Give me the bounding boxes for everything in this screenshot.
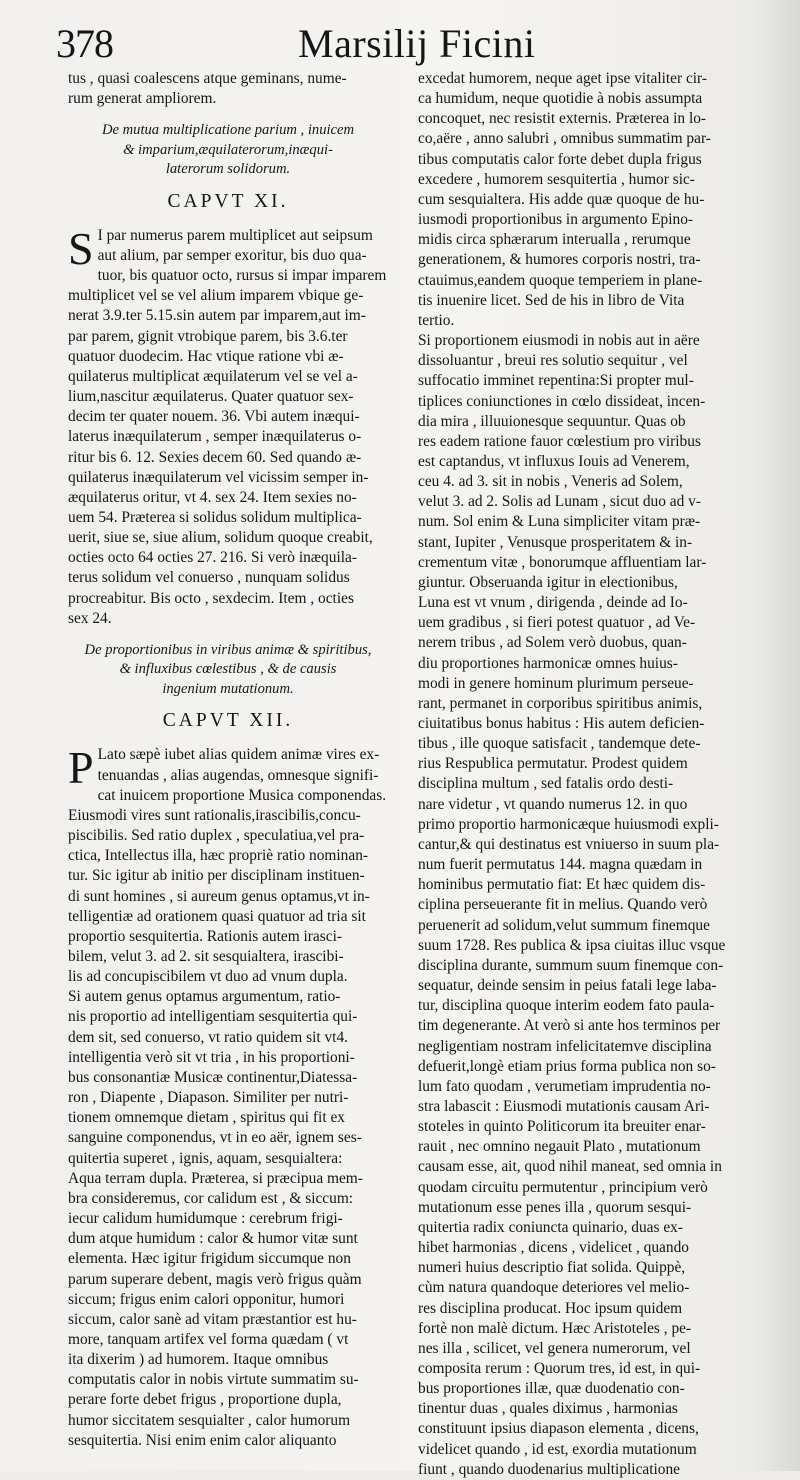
text-line: lium,nascitur æquilaterus. Quater quatuor sex- (68, 388, 354, 406)
text-line: disciplina multum , sed fatalis ordo desti- (418, 775, 674, 793)
text-line: num fuerit permutatus 144. magna quædam in (418, 856, 703, 874)
text-line: lum fato quodam , verumetiam imprudentia no- (418, 1077, 711, 1095)
text-line: fortè non malè dictum. Hæc Aristoteles , pe- (418, 1319, 692, 1337)
text-line: tus , quasi coalescens atque geminans, nume- (68, 70, 347, 87)
text-line: telligentiæ ad orationem quasi quatuor ad tria sit (68, 907, 366, 925)
chapter-xii-body (68, 742, 388, 1450)
text-line: diu proportiones harmonicæ omnes huius- (418, 654, 678, 672)
text-line: Si autem genus optamus argumentum, ratio- (68, 988, 341, 1006)
text-line: generationem, & humores corporis nostri, tra- (418, 251, 701, 269)
text-line: par parem, gignit vtrobique parem, bis 3.6.ter (68, 327, 348, 345)
text-line: Luna est vt vnum , dirigenda , deinde ad Io- (418, 594, 688, 612)
text-line: & influxibus cœlestibus , & de causis (119, 661, 337, 678)
text-line: co,aëre , anno salubri , omnibus summatim par- (418, 130, 711, 148)
text-line: Aqua terram dupla. Præterea, si præcipua mem- (68, 1169, 363, 1187)
text-line: ingenium mutationum. (162, 680, 294, 697)
text-line: stra labascit : Eiusmodi mutationis causam Ari- (418, 1097, 710, 1115)
text-line: tibus computatis calor forte debet dupla frigus (418, 150, 702, 168)
left-text-column (68, 69, 388, 1451)
text-line: Eiusmodi vires sunt rationalis,irascibilis,concu- (68, 806, 361, 824)
text-line: rant, permanet in corporibus spiritibus animis, (418, 694, 703, 712)
text-line: nes illa , scilicet, vel genera numerorum, vel (418, 1339, 691, 1357)
text-line: rius Respublica permutatur. Prodest quidem (418, 755, 688, 773)
text-line: lis ad concupiscibilem vt duo ad vnum dupla. (68, 968, 348, 986)
text-line: dissoluantur , breui res solutio sequitur , vel (418, 352, 688, 370)
text-line: elementa. Hæc igitur frigidum siccumque non (68, 1250, 351, 1268)
text-line: videlicet quando , id est, exordia mutationum (418, 1440, 697, 1458)
text-line: laterus inæquilaterum , semper inæquilaterus o- (68, 428, 362, 446)
text-line: octies octo 64 octies 27. 216. Si verò inæquila- (68, 549, 357, 567)
text-line: hibet harmonias , dicens , videlicet , quando (418, 1239, 689, 1257)
text-line: midis circa sphærarum interualla , rerumque (418, 231, 691, 249)
drop-cap-initial: S (68, 222, 94, 274)
text-line: composita rerum : Quorum tres, id est, in qui- (418, 1360, 701, 1377)
text-line: ctauimus,eandem quoque temperiem in plane- (418, 271, 703, 289)
spacer (68, 629, 388, 641)
text-line: nis proportio ad intelligentiam sesquitertia qui- (68, 1008, 358, 1026)
text-line: tuor, bis quatuor octo, rursus si impar imparem (97, 267, 387, 285)
text-line: primo proportio harmonicæque huiusmodi expli- (418, 815, 719, 833)
text-line: Lato sæpè iubet alias quidem animæ vires ex- (97, 746, 380, 764)
text-line: bilem, velut 3. ad 2. sit sesquialtera, irascibi- (68, 948, 344, 965)
text-line: concoquet, nec resistit externis. Præterea in lo- (418, 110, 707, 128)
text-line: crementum vitæ , bonorumque affluentiam lar- (418, 553, 707, 571)
text-line: De mutua multiplicatione parium , inuicem (101, 122, 355, 139)
text-line: tenuandas , alias augendas, omnesque signifi- (97, 766, 379, 784)
chapter-heading-xi: CAPVT XI. (167, 190, 289, 212)
text-line: computatis calor in nobis virtute summatim su- (68, 1371, 359, 1389)
text-line: proportio sesquitertia. Rationis autem irasci- (68, 927, 342, 945)
text-line: tis inuenire licet. Sed de his in libro de Vita (418, 291, 685, 309)
text-line: cùm natura quandoque deteriores vel melio- (418, 1279, 690, 1297)
section-title-proportions-solids (68, 121, 388, 180)
text-line: quodam circuitu permutentur , principium verò (418, 1178, 708, 1196)
text-line: more, tanquam artifex vel forma quædam ( vt (68, 1330, 349, 1348)
text-line: rauit , nec omnino negauit Plato , mutationum (418, 1138, 701, 1156)
text-line: uerit, siue se, siue alium, solidum quoque creabit, (68, 529, 373, 547)
text-line: est captandus, vt influxus Iouis ad Venerem, (418, 452, 690, 470)
text-line: De proportionibus in viribus animæ & spiritibus, (84, 641, 372, 658)
chapter-xi-body (68, 222, 388, 629)
text-line: Si proportionem eiusmodi in nobis aut in aëre (418, 332, 700, 350)
text-line: tim degenerante. At verò si ante hos terminos per (418, 1017, 721, 1035)
text-line: quilaterus inæquilaterum vel vicissim semper in- (68, 468, 369, 486)
running-head: Marsilij Ficini (298, 21, 536, 66)
text-line: giuntur. Obseruanda igitur in electionibus, (418, 573, 678, 591)
text-line: iusmodi proportionibus in argumento Epino- (418, 211, 694, 229)
text-line: mutationum esse penes illa , quorum sesqui- (418, 1198, 692, 1216)
text-line: di sunt homines , si aureum genus optamus,vt in- (68, 887, 370, 905)
text-line: uem 54. Præterea si solidus solidum multiplica- (68, 509, 362, 526)
text-line: tur. Sic igitur ab initio per disciplinam instituen- (68, 867, 365, 885)
text-line: sequatur, deinde sensim in peius fatali lege laba- (418, 977, 717, 995)
text-line: cat inuicem proportione Musica componendas. (97, 786, 387, 804)
text-line: stoteles in quinto Politicorum ita breuiter enar- (418, 1118, 706, 1136)
text-line: humor siccitatem sesquialter , calor humorum (68, 1411, 351, 1429)
text-line: excedat humorem, neque aget ipse vitaliter cir- (418, 70, 707, 87)
text-line: tinentur duas , quales diximus , harmonias (418, 1400, 678, 1418)
text-line: bus proportiones illæ, quæ duodenatio con- (418, 1380, 685, 1398)
text-line: numeri huius descriptio fiat solida. Quippè, (418, 1259, 686, 1277)
right-text-column (418, 69, 752, 1480)
text-line: rum generat ampliorem. (68, 90, 217, 108)
text-line: nerem tribus , ad Solem verò duobus, quan- (418, 634, 687, 652)
text-line: quatuor duodecim. Hac vtique ratione vbi æ- (68, 347, 344, 365)
text-line: sanguine componendus, vt in eo aër, ignem ses- (68, 1129, 362, 1147)
text-line: peruenerit ad solidum,velut summum finemque (418, 916, 710, 934)
text-line: decim ter quater nouem. 36. Vbi autem inæqui- (68, 408, 360, 426)
text-line: piscibilis. Sed ratio duplex , speculatiua,vel pra- (68, 827, 365, 845)
spacer (68, 109, 388, 121)
text-line: ritur bis 6. 12. Sexies decem 60. Sed quando æ- (68, 448, 362, 466)
text-line: ciplina perseuerante fit in melius. Quando verò (418, 896, 708, 914)
text-line: sex 24. (68, 609, 112, 627)
drop-cap-initial: P (68, 742, 94, 794)
text-line: causam esse, ait, quod nihil maneat, sed omnia in (418, 1158, 722, 1176)
text-line: intelligentia verò sit vt tria , in his proportioni- (68, 1048, 355, 1066)
text-line: bra consideremus, cor calidum est , & siccum: (68, 1189, 354, 1207)
text-line: excedere , humorem sesquitertia , humor sic- (418, 170, 695, 188)
text-line: ciuitatibus bonus habitus : His autem deficien- (418, 715, 705, 732)
text-line: aut alium, par semper exoritur, bis duo qua- (97, 246, 367, 264)
text-line: hominibus permutatio fiat: Et hæc quidem dis- (418, 876, 706, 894)
text-line: parum superare debent, magis verò frigus quàm (68, 1270, 362, 1288)
text-line: dia mira , illuuionesque sequuntur. Quas ob (418, 412, 686, 430)
text-line: cantur,& qui destinatus est vniuerso in suum pla- (418, 835, 720, 853)
page-header (52, 18, 752, 68)
text-line: terus solidum vel conuerso , nunquam solidus (68, 569, 350, 587)
text-line: æquilaterus oritur, vt 4. sex 24. Item sexies no- (68, 488, 357, 506)
text-line: tionem omnemque dietam , spiritus qui fit ex (68, 1109, 345, 1127)
text-line: stant, Iupiter , Venusque prosperitatem & in- (418, 533, 693, 551)
text-line: uem gradibus , si fieri potest quatuor , ad Ve- (418, 614, 696, 632)
text-line: siccum; frigus enim calori opponitur, humori (68, 1290, 345, 1308)
text-line: tertio. (418, 311, 455, 329)
text-line: procreabitur. Bis octo , sexdecim. Item , octies (68, 589, 354, 607)
text-line: dum atque humidum : calor & humor vitæ sunt (68, 1230, 358, 1248)
text-line: ron , Diapente , Diapason. Similiter per nutri- (68, 1089, 349, 1107)
text-line: iecur calidum humidumque : cerebrum frigi- (68, 1210, 343, 1228)
text-line: laterorum solidorum. (165, 161, 291, 178)
chapter-heading-xii: CAPVT XII. (162, 710, 294, 732)
text-line: res disciplina producat. Hoc ipsum quidem (418, 1299, 683, 1317)
text-line: ctica, Intellectus illa, hæc propriè ratio nominan- (68, 847, 369, 865)
text-line: num. Sol enim & Luna simpliciter vitam præ- (418, 513, 701, 531)
text-line: suffocatio imminet repentina:Si propter mul- (418, 372, 694, 390)
text-line: constituunt ipsius diapason elementa , dicens, (418, 1420, 699, 1438)
text-line: ceu 4. ad 3. sit in nobis , Veneris ad Solem, (418, 473, 683, 491)
text-line: ca humidum, neque quotidie à nobis assumpta (418, 90, 703, 108)
text-line: quitertia superet , ignis, aquam, sesquialtera: (68, 1149, 343, 1167)
text-line: & imparium,æquilaterorum,inæqui- (123, 141, 333, 158)
text-line: cum sesquialtera. His adde quæ quoque de hu- (418, 190, 705, 208)
text-line: ita dixerim ) ad humorem. Itaque omnibus (68, 1351, 329, 1369)
text-line: nerat 3.9.ter 5.15.sin autem par imparem,aut im- (68, 307, 366, 325)
text-line: multiplicet vel se vel alium imparem vbique ge- (68, 287, 364, 305)
text-line: defuerit,longè etiam prius forma publica non so- (418, 1057, 716, 1075)
page-number: 378 (56, 21, 113, 66)
text-line: quilaterus multiplicat æquilaterum vel se vel a- (68, 367, 358, 385)
text-line: modi in genere hominum plurimum perseue- (418, 674, 694, 692)
text-line: nare videtur , vt quando numerus 12. in quo (418, 795, 688, 813)
text-line: tur, disciplina quoque interim eodem fato paula- (418, 997, 715, 1015)
text-line: tibus , ille quoque satisfacit , tandemque dete- (418, 735, 701, 753)
text-line: fiunt , quando duodenarius multiplicatione (418, 1460, 681, 1478)
text-line: sesquitertia. Nisi enim enim calor aliquanto (68, 1431, 337, 1449)
section-title-soul-influences (68, 641, 388, 700)
text-line: suum 1728. Res publica & ipsa ciuitas illuc vsque (418, 936, 726, 954)
text-line: tiplices coniunctiones in cœlo dissideat, incen- (418, 392, 706, 410)
text-line: res eadem ratione fauor cœlestium pro viribus (418, 432, 701, 450)
text-line: negligentiam nostram infelicitatemve disciplina (418, 1037, 712, 1055)
text-line: siccum, calor sanè ad vitam præstantior est hu- (68, 1310, 357, 1328)
text-line: I par numerus parem multiplicet aut seipsum (97, 226, 373, 244)
text-line: quitertia radix coniuncta quinario, duas ex- (418, 1218, 683, 1236)
text-line: disciplina durante, summum suum finemque con- (418, 956, 724, 974)
text-line: velut 3. ad 2. Solis ad Lunam , sicut duo ad v- (418, 493, 701, 511)
text-line: perare forte debet frigus , proportione dupla, (68, 1391, 342, 1409)
text-line: dem sit, sed conuerso, vt ratio quidem sit vt4. (68, 1028, 348, 1046)
text-line: bus consonantiæ Musicæ continentur,Diatessa- (68, 1068, 358, 1086)
